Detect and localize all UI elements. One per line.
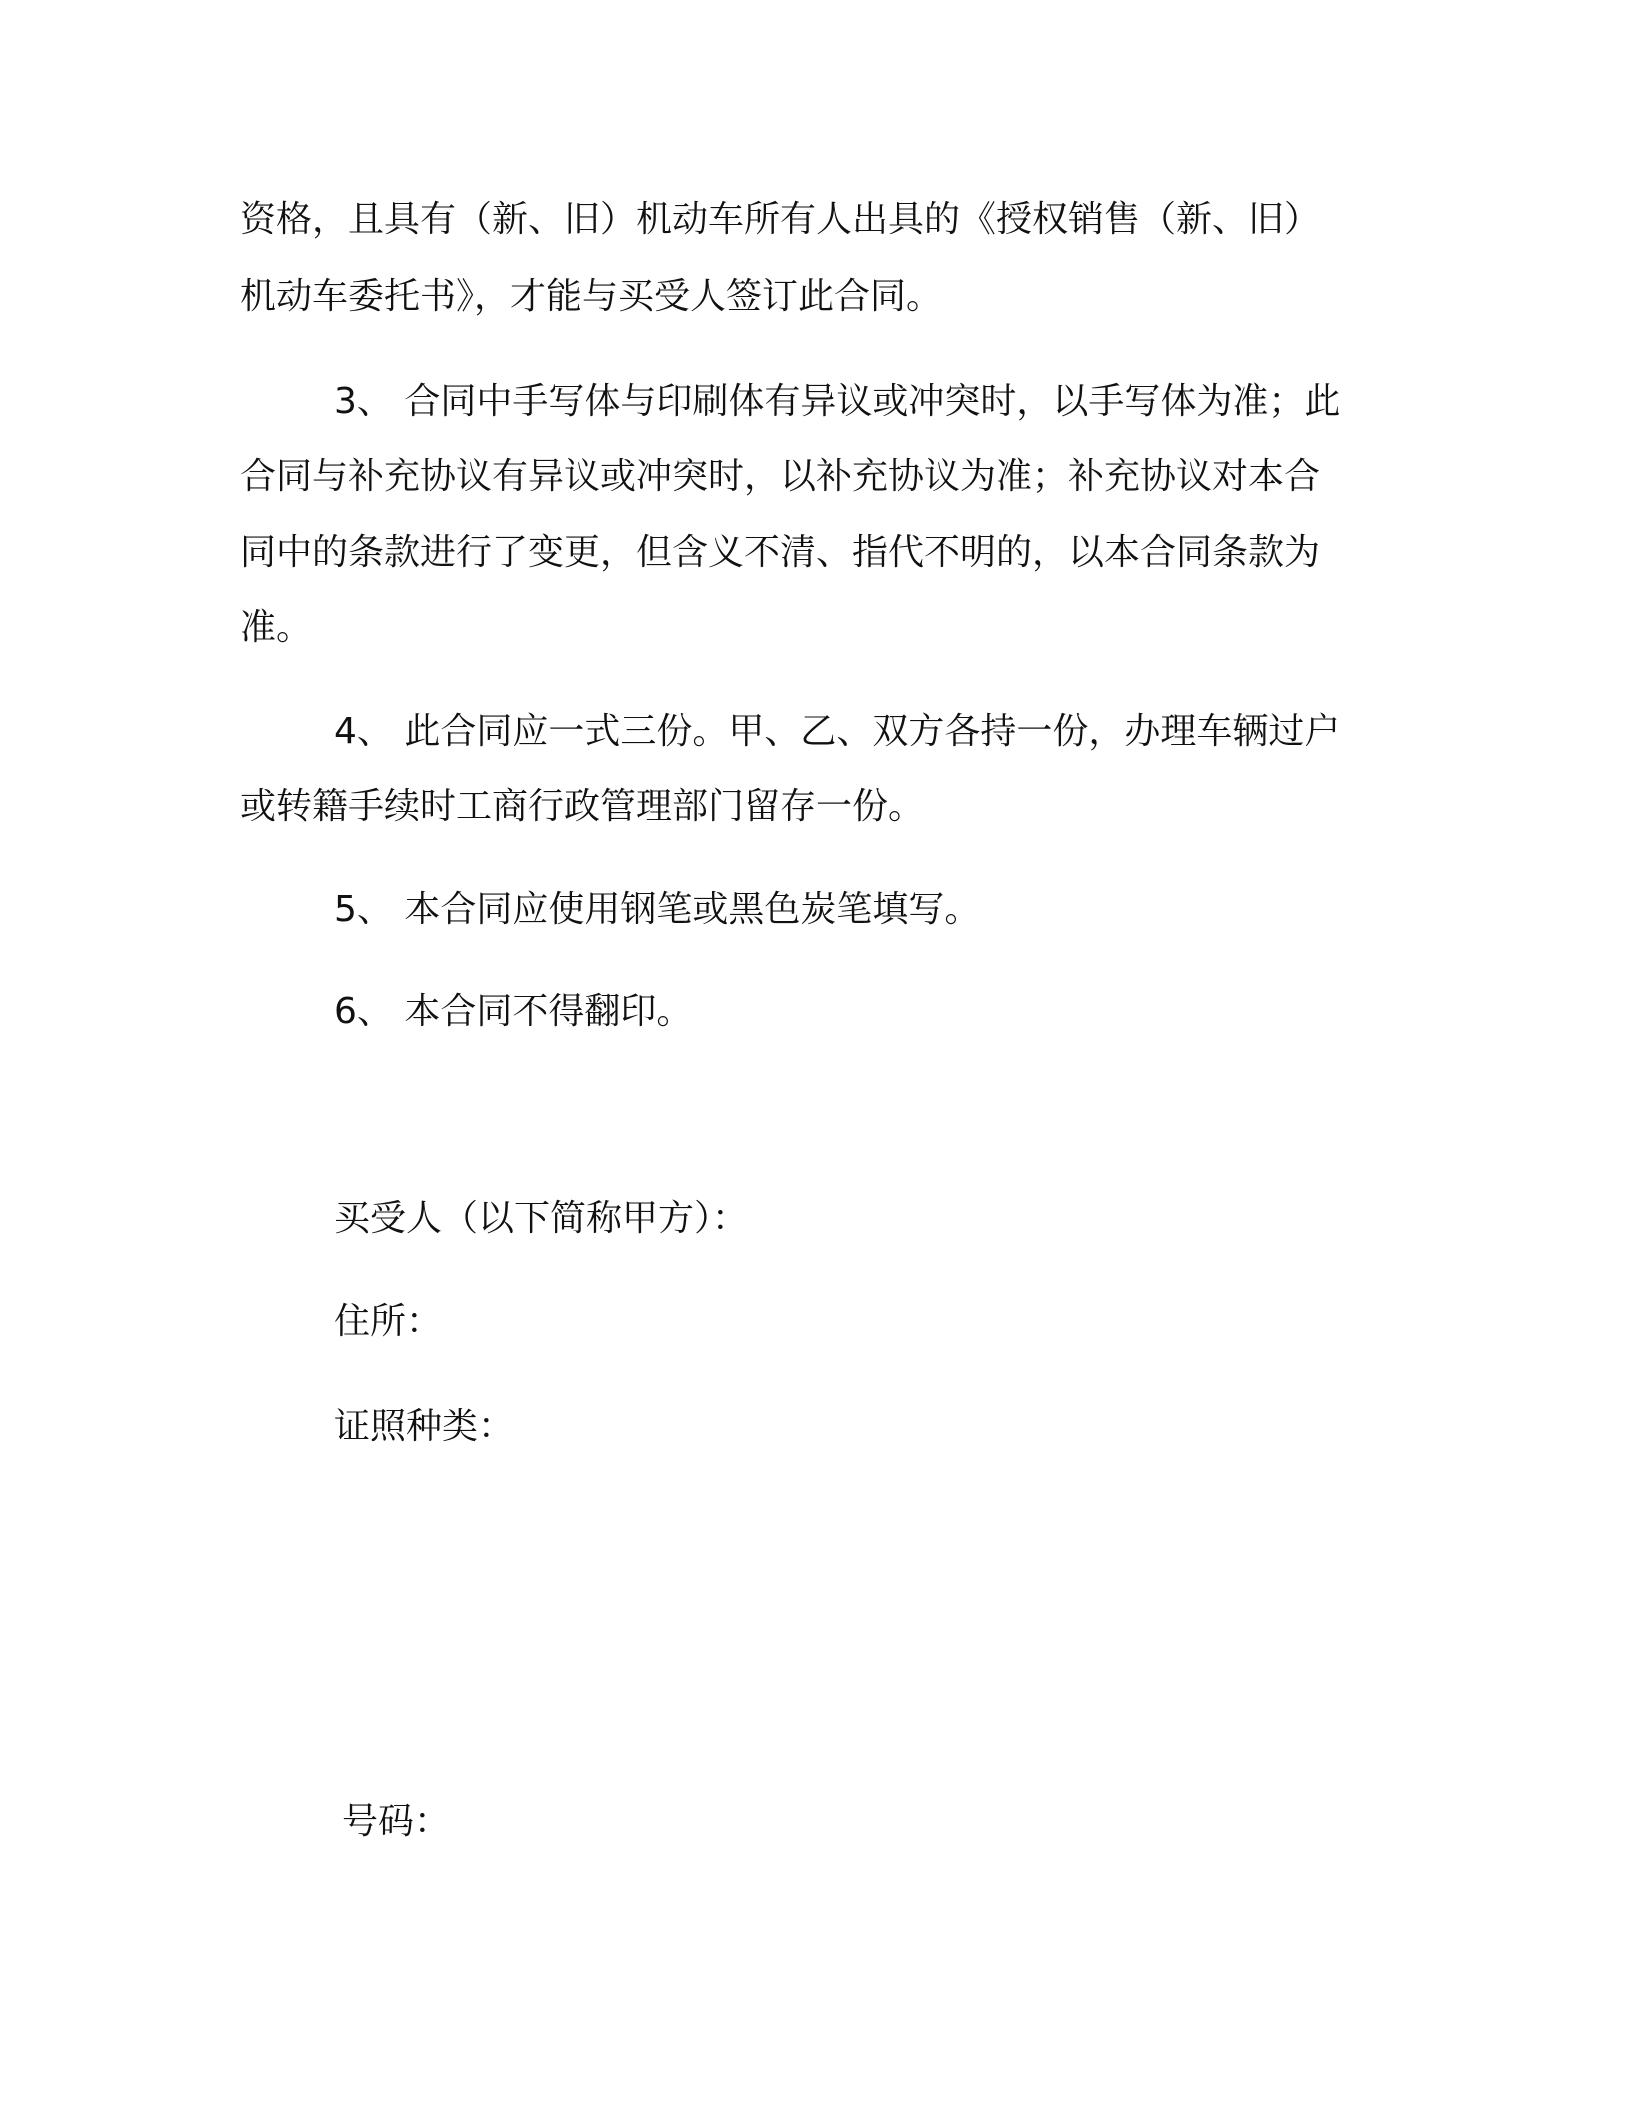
number-label: 号码： <box>342 1801 451 1842</box>
item-3-line-2: 合同与补充协议有异议或冲突时，以补充协议为准；补充协议对本合 <box>240 456 1321 497</box>
item-6-line: 6、 本合同不得翻印。 <box>334 991 693 1032</box>
item-5-line: 5、 本合同应使用钢笔或黑色炭笔填写。 <box>334 889 981 930</box>
buyer-label: 买受人（以下简称甲方）： <box>334 1198 749 1239</box>
item-4-line-1: 4、 此合同应一式三份。甲、乙、双方各持一份，办理车辆过户 <box>334 711 1341 752</box>
address-label: 住所： <box>334 1301 443 1342</box>
intro-line-1: 资格，且具有（新、旧）机动车所有人出具的《授权销售（新、旧） <box>240 199 1321 240</box>
intro-line-2: 机动车委托书》，才能与买受人签订此合同。 <box>240 276 943 317</box>
id-type-label: 证照种类： <box>334 1406 515 1447</box>
item-3-line-1: 3、 合同中手写体与印刷体有异议或冲突时，以手写体为准；此 <box>334 381 1341 422</box>
item-3-line-3: 同中的条款进行了变更，但含义不清、指代不明的，以本合同条款为 <box>240 532 1321 573</box>
item-3-line-4: 准。 <box>240 607 313 648</box>
item-4-line-2: 或转籍手续时工商行政管理部门留存一份。 <box>240 786 925 827</box>
